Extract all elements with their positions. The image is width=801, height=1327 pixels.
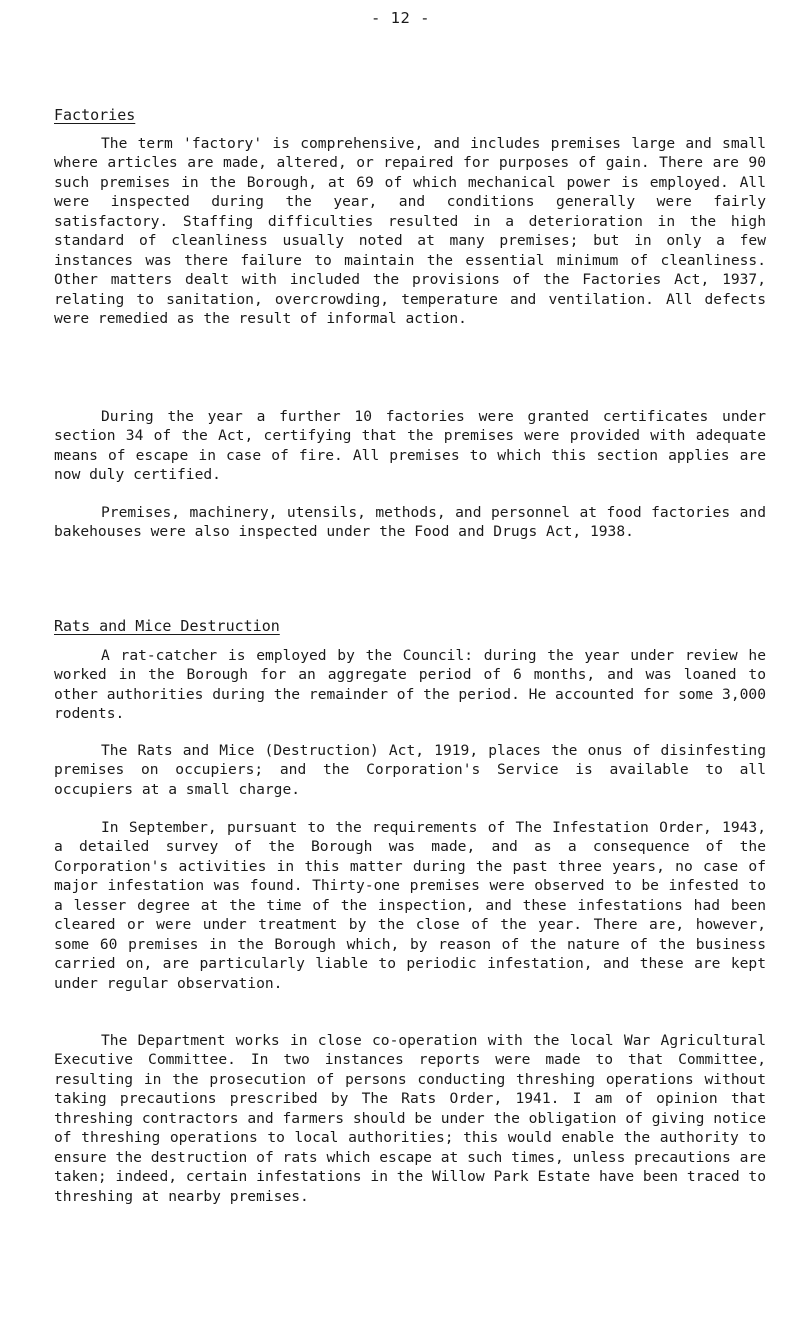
page-number: - 12 - xyxy=(371,9,430,27)
paragraph-infestation-survey: In September, pursuant to the requirements of The Infestation Order, 1943, a detailed survey of the Borough was made, and as a consequence of the Corporation's activities in this matter during the past three years, no case of major infestation was found. Thirty-one premises were observed to be infested to a lesser degree at the time of the inspection, and these infestations had been cleared or were under treatment by the close of the year. There are, however, some 60 premises in the Borough which, by reason of the nature of the business carried on, are particularly liable to periodic infestation, and these are kept under regular observation. xyxy=(54,819,766,992)
section-heading-rats-and-mice: Rats and Mice Destruction xyxy=(54,617,280,635)
paragraph-factories-definition: The term 'factory' is comprehensive, and includes premises large and small where articles are made, altered, or repaired for purposes of gain. There are 90 such premises in the Borough, at 69 of which mechanical power is employed. All were inspected during the year, and conditions generally were fairly satisfactory. Staffing difficulties resulted in a deterioration in the high standard of cleanliness usually noted at many premises; but in only a few instances was there failure to maintain the essential minimum of cleanliness. Other matters dealt with included the provisions of the Factories Act, 1937, relating to sanitation, overcrowding, temperature and ventilation. All defects were remedied as the result of informal action. xyxy=(54,135,766,328)
paragraph-fire-certificates: During the year a further 10 factories were granted certificates under section 34 of the Act, certifying that the premises were provided with adequate means of escape in case of fire. All premises to which this section applies are now duly certified. xyxy=(54,408,766,484)
paragraph-rat-catcher: A rat-catcher is employed by the Council: during the year under review he worked in the Borough for an aggregate period of 6 months, and was loaned to other authorities during the remainder of the period. He accounted for some 3,000 rodents. xyxy=(54,647,766,723)
paragraph-rats-mice-act: The Rats and Mice (Destruction) Act, 1919, places the onus of disinfesting premises on occupiers; and the Corporation's Service is available to all occupiers at a small charge. xyxy=(54,742,766,798)
section-heading-factories: Factories xyxy=(54,106,136,124)
paragraph-threshing-operations: The Department works in close co-operation with the local War Agricultural Executive Committee. In two instances reports were made to that Committee, resulting in the prosecution of persons conducting threshing operations without taking precautions prescribed by The Rats Order, 1941. I am of opinion that threshing contractors and farmers should be under the obligation of giving notice of threshing operations to local authorities; this would enable the authority to ensure the destruction of rats which escape at such times, unless precautions are taken; indeed, certain infestations in the Willow Park Estate have been traced to threshing at nearby premises. xyxy=(54,1032,766,1205)
paragraph-food-factories: Premises, machinery, utensils, methods, and personnel at food factories and bakehouses were also inspected under the Food and Drugs Act, 1938. xyxy=(54,504,766,541)
